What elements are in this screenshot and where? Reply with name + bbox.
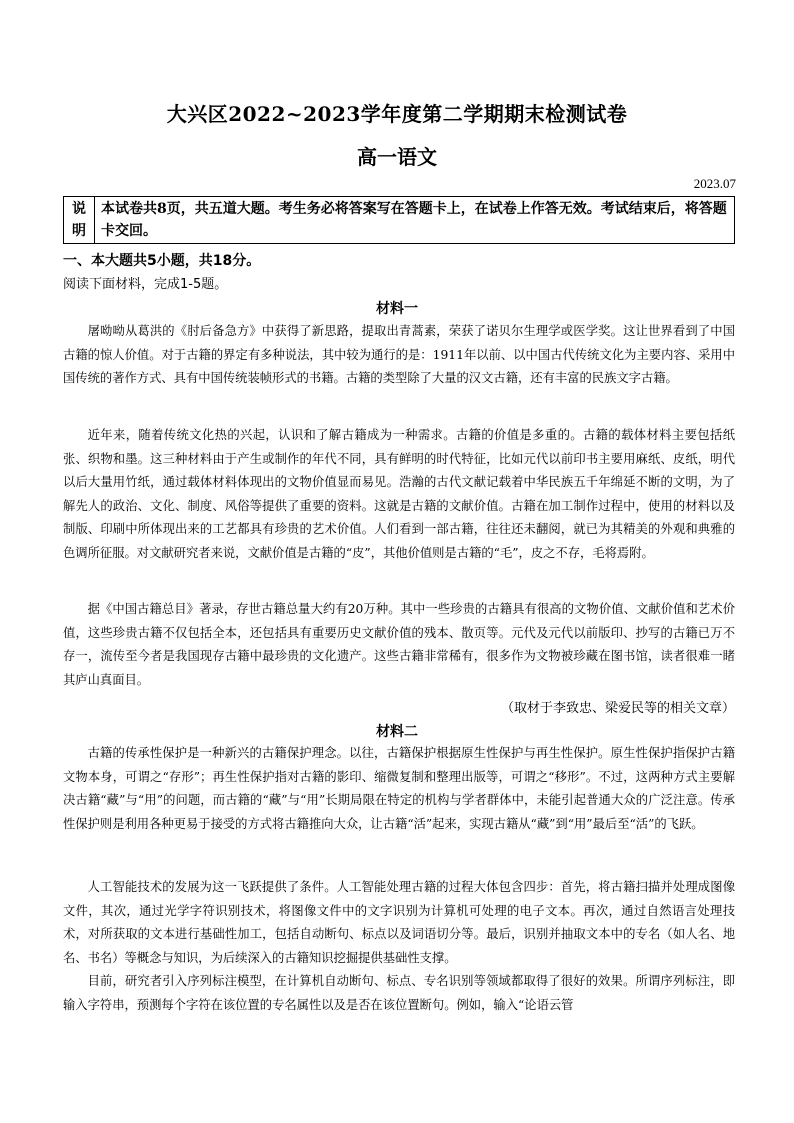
- exam-date: 2023.07: [693, 176, 736, 191]
- notice-label-bottom: 明: [72, 223, 86, 239]
- exam-subject: 高一语文: [357, 145, 437, 169]
- material-2-paragraph: 目前，研究者引入序列标注模型，在计算机自动断句、标点、专名识别等领域都取得了很好的效果。所谓序列标注，即输入字符串，预测每个字符在该位置的专名属性以及是否在该位置断句。例如，输入“论语云管: [63, 974, 735, 1012]
- section-heading: 一、本大题共5小题，共18分。: [63, 253, 261, 269]
- section-instruction: 阅读下面材料，完成1-5题。: [63, 277, 228, 292]
- material-1-source: （取材于李致忠、梁爱民等的相关文章）: [500, 701, 735, 716]
- material-2-paragraph: 古籍的传承性保护是一种新兴的古籍保护理念。以往，古籍保护根据原生性保护与再生性保护。原生性保护指保护古籍文物本身，可谓之“存形”；再生性保护指对古籍的影印、缩微复制和整理出版等，可谓之“移形”。不过，这两种方式主要解决古籍“藏”与“用”的问题，而古籍的“藏”与“用”长期局限在特定的机构与学者群体中，未能引起普通大众的广泛注意。传承性保护则是利用各种更易于接受的方式将古籍推向大众，让古籍“活”起来，实现古籍从“藏”到“用”最后至“活”的飞跃。: [63, 746, 735, 831]
- material-1-title: 材料一: [376, 301, 418, 317]
- material-1-paragraph: 据《中国古籍总目》著录，存世古籍总量大约有20万种。其中一些珍贵的古籍具有很高的文物价值、文献价值和艺术价值，这些珍贵古籍不仅包括全本，还包括具有重要历史文献价值的残本、散页等。元代及元代以前版印、抄写的古籍已万不存一，流传至今者是我国现存古籍中最珍贵的文化遗产。这些古籍非常稀有，很多作为文物被珍藏在图书馆，读者很难一睹其庐山真面目。: [63, 602, 735, 687]
- notice-box: [63, 196, 735, 244]
- material-1-paragraph: 屠呦呦从葛洪的《肘后备急方》中获得了新思路，提取出青蒿素，荣获了诺贝尔生理学或医学奖。这让世界看到了中国古籍的惊人价值。对于古籍的界定有多种说法，其中较为通行的是：1911年以前、以中国古代传统文化为主要内容、采用中国传统的著作方式、具有中国传统装帧形式的书籍。古籍的类型除了大量的汉文古籍，还有丰富的民族文字古籍。: [63, 324, 735, 385]
- material-2-title: 材料二: [376, 724, 418, 740]
- material-1-paragraph: 近年来，随着传统文化热的兴起，认识和了解古籍成为一种需求。古籍的价值是多重的。古籍的载体材料主要包括纸张、织物和墨。这三种材料由于产生或制作的年代不同，具有鲜明的时代特征，比如元代以前印书主要用麻纸、皮纸，明代以后大量用竹纸，通过载体材料体现出的文物价值显而易见。浩瀚的古代文献记载着中华民族五千年绵延不断的文明，为了解先人的政治、文化、制度、风俗等提供了重要的资料。这就是古籍的文献价值。古籍在加工制作过程中，使用的材料以及制版、印刷中所体现出来的工艺都具有珍贵的艺术价值。人们看到一部古籍，往往还未翻阅，就已为其精美的外观和典雅的色调所征服。对文献研究者来说，文献价值是古籍的“皮”，其他价值则是古籍的“毛”，皮之不存，毛将焉附。: [63, 428, 735, 560]
- exam-title: 大兴区2022~2023学年度第二学期期末检测试卷: [166, 102, 628, 126]
- notice-label: [64, 197, 95, 243]
- notice-label-top: 说: [72, 201, 86, 217]
- material-2-paragraph: 人工智能技术的发展为这一飞跃提供了条件。人工智能处理古籍的过程大体包含四步：首先，将古籍扫描并处理成图像文件，其次，通过光学字符识别技术，将图像文件中的文字识别为计算机可处理的电子文本。再次，通过自然语言处理技术，对所获取的文本进行基础性加工，包括自动断句、标点以及词语切分等。最后，识别并抽取文本中的专名（如人名、地名、书名）等概念与知识，为后续深入的古籍知识挖掘提供基础性支撑。: [63, 880, 735, 965]
- notice-text: 本试卷共8页，共五道大题。考生务必将答案写在答题卡上，在试卷上作答无效。考试结束后，将答题卡交回。: [101, 201, 727, 239]
